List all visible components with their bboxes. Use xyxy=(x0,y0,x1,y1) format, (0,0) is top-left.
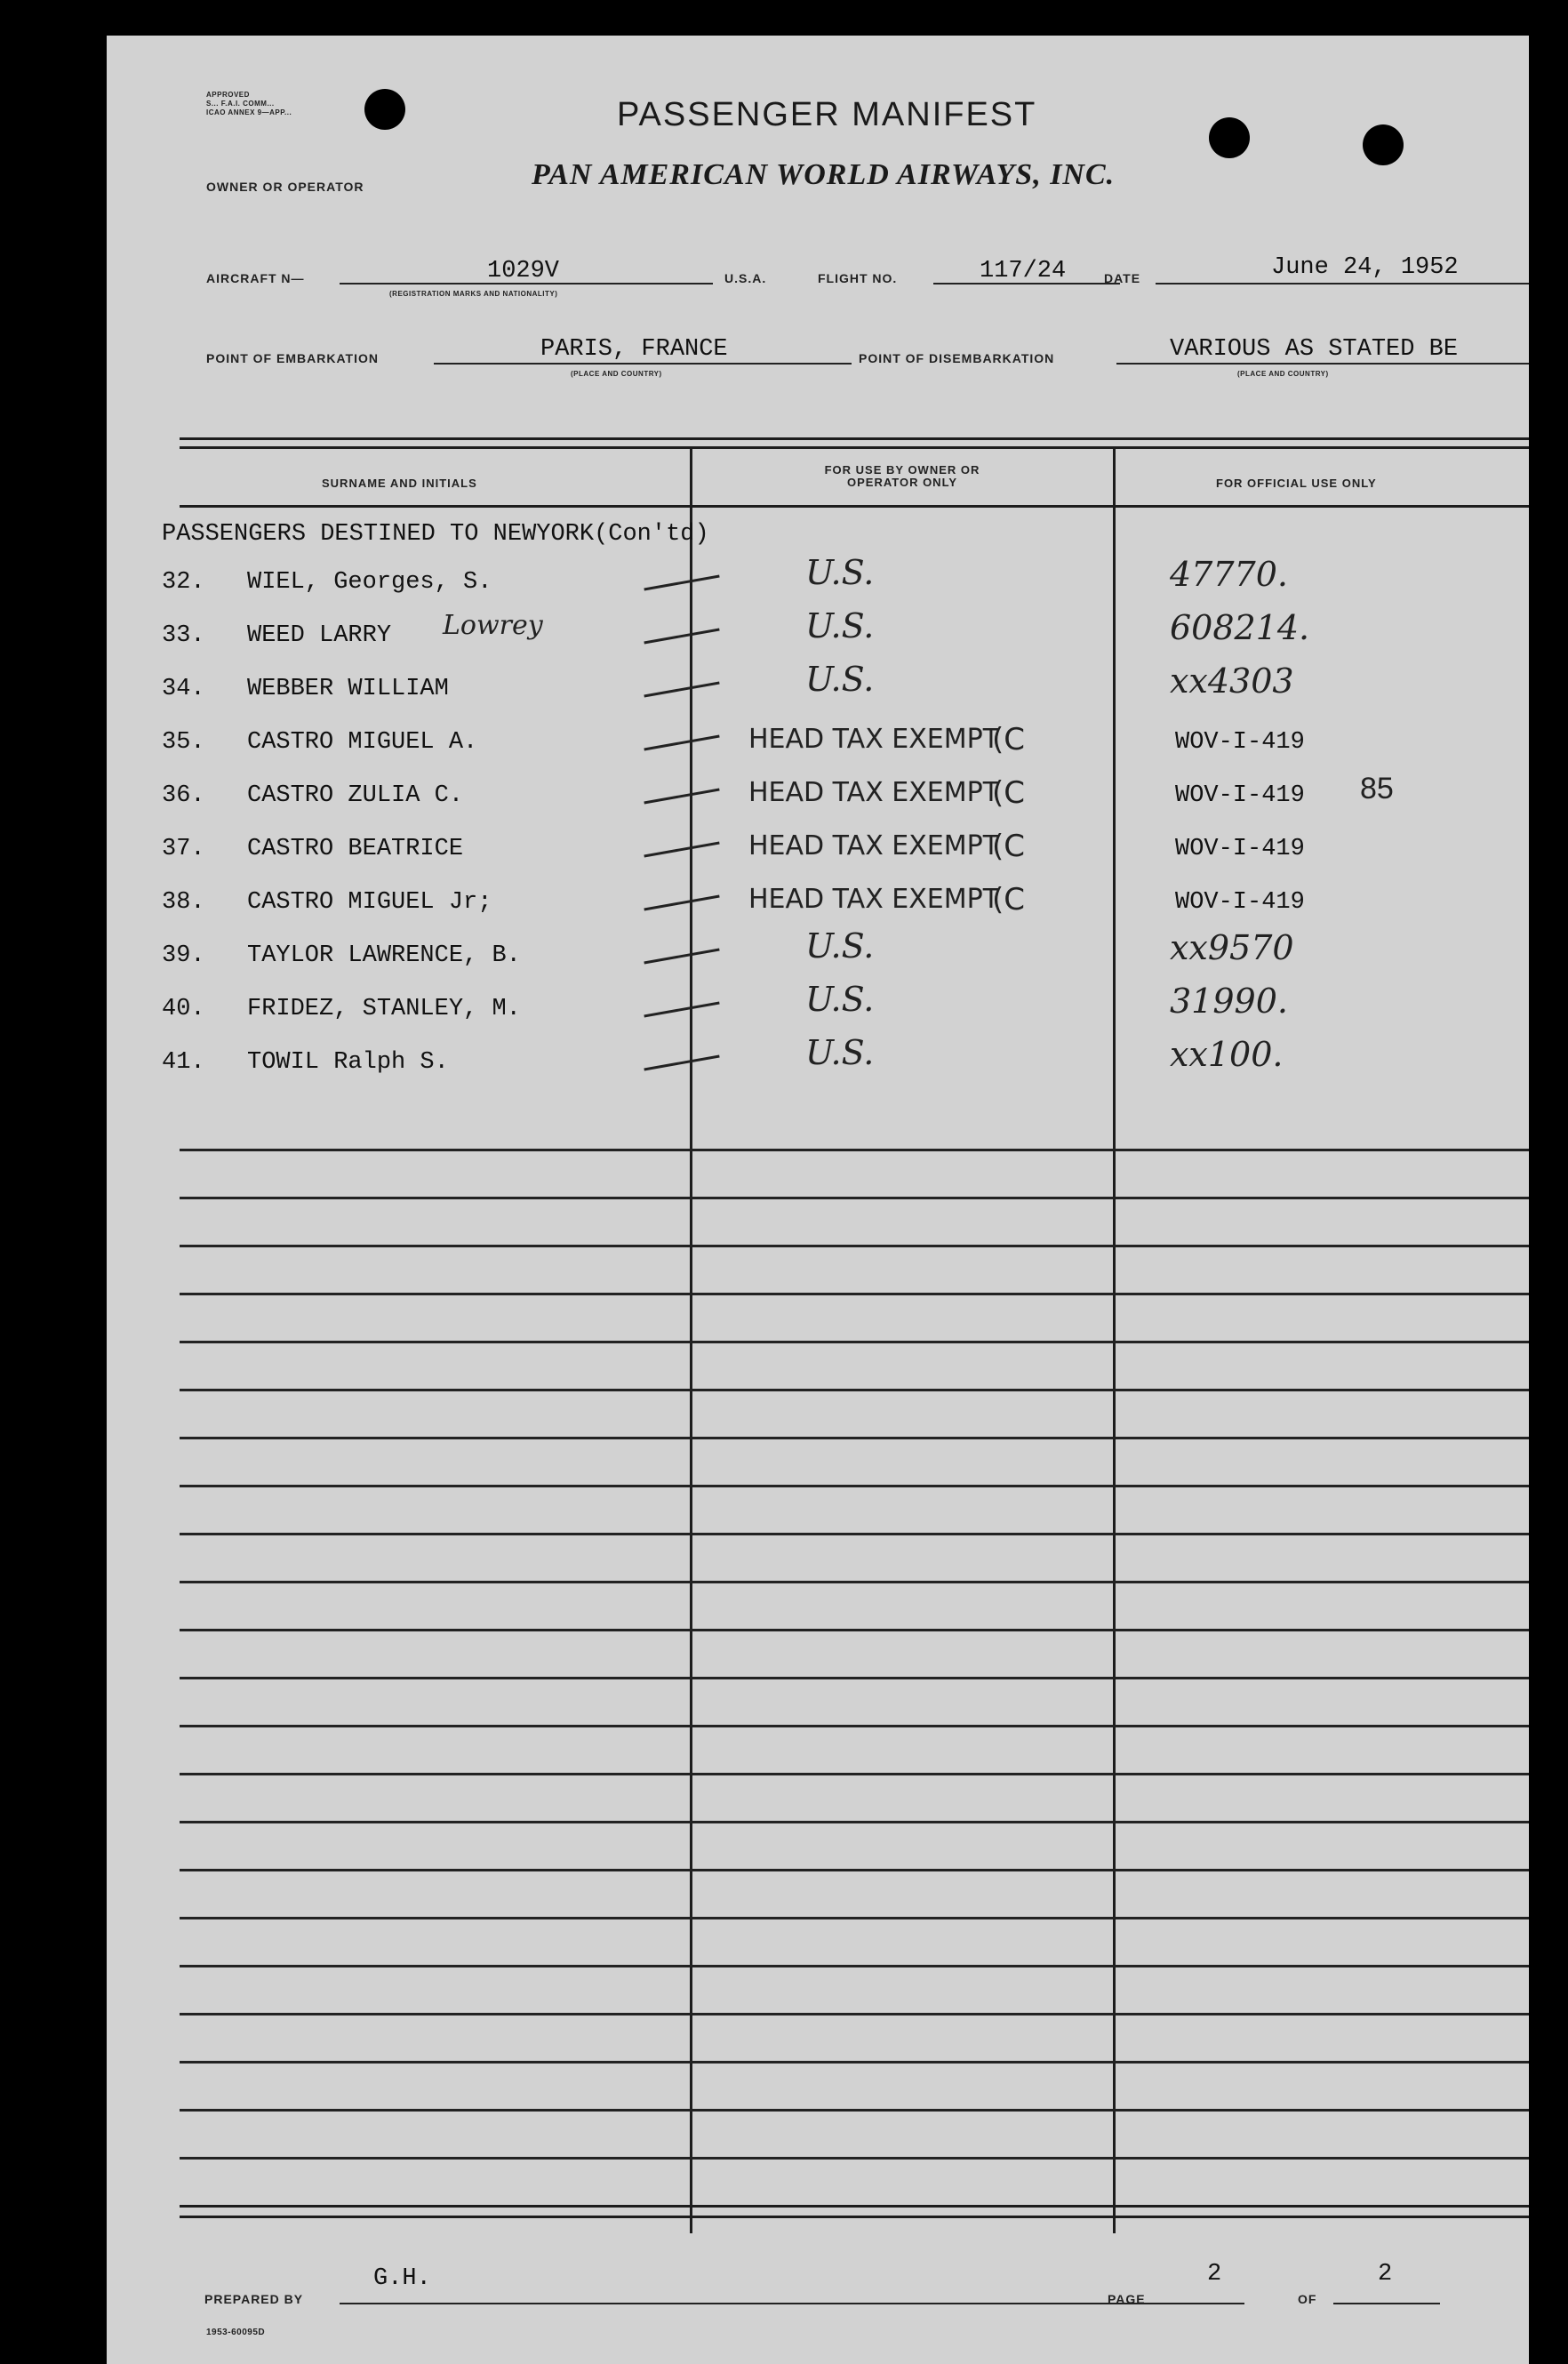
page-label: PAGE xyxy=(1108,2292,1146,2306)
row-number: 41. xyxy=(162,1049,205,1076)
passenger-name: CASTRO ZULIA C. xyxy=(247,782,464,809)
ruled-line xyxy=(180,1389,1529,1391)
stamp-c-mark: (C xyxy=(992,829,1026,864)
disembarkation-underline xyxy=(1116,363,1529,365)
ruled-line xyxy=(180,1485,1529,1487)
of-value: 2 xyxy=(1378,2261,1393,2288)
owner-use-entry: U.S. xyxy=(805,1033,875,1072)
table-top-rule-2 xyxy=(180,446,1529,449)
embarkation-caption: (PLACE AND COUNTRY) xyxy=(571,370,662,378)
ruled-line xyxy=(180,1821,1529,1823)
embarkation-label: POINT OF EMBARKATION xyxy=(206,351,379,365)
stamp-c-mark: (C xyxy=(992,882,1026,918)
table-top-rule xyxy=(180,437,1529,440)
check-mark xyxy=(644,789,719,805)
passenger-name: TAYLOR LAWRENCE, B. xyxy=(247,942,521,969)
section-heading: PASSENGERS DESTINED TO NEWYORK(Con'td) xyxy=(162,521,709,548)
ruled-line xyxy=(180,1629,1529,1631)
check-mark xyxy=(644,735,719,751)
embarkation-value: PARIS, FRANCE xyxy=(540,336,728,363)
row-number: 38. xyxy=(162,889,205,916)
official-use-entry: 31990. xyxy=(1170,982,1288,1021)
ruled-line xyxy=(180,2013,1529,2015)
owner-label: OWNER OR OPERATOR xyxy=(206,180,364,194)
passenger-name: CASTRO MIGUEL Jr; xyxy=(247,889,492,916)
stamp-c-mark: (C xyxy=(992,775,1026,811)
registration-caption: (REGISTRATION MARKS AND NATIONALITY) xyxy=(389,290,558,298)
ruled-line xyxy=(180,1917,1529,1919)
owner-use-entry: U.S. xyxy=(805,980,875,1019)
check-mark xyxy=(644,1002,719,1018)
row-number: 36. xyxy=(162,782,205,809)
passenger-name: TOWIL Ralph S. xyxy=(247,1049,449,1076)
date-value: June 24, 1952 xyxy=(1271,254,1459,281)
owner-use-entry: U.S. xyxy=(805,660,875,699)
aircraft-value: 1029V xyxy=(487,258,560,284)
owner-use-entry: U.S. xyxy=(805,606,875,645)
passenger-name: FRIDEZ, STANLEY, M. xyxy=(247,996,521,1022)
usa-label: U.S.A. xyxy=(724,271,767,285)
official-use-entry: 47770. xyxy=(1170,555,1288,594)
row-number: 35. xyxy=(162,729,205,756)
stamp-c-mark: (C xyxy=(992,722,1026,757)
ruled-line xyxy=(180,1341,1529,1343)
check-mark xyxy=(644,1055,719,1071)
prepared-by-value: G.H. xyxy=(373,2265,431,2292)
owner-use-entry: HEAD TAX EXEMPT xyxy=(748,724,1000,755)
check-mark xyxy=(644,842,719,858)
official-use-entry: WOV-I-419 xyxy=(1175,729,1305,756)
ruled-line xyxy=(180,1149,1529,1151)
page-value: 2 xyxy=(1207,2261,1222,2288)
disembarkation-caption: (PLACE AND COUNTRY) xyxy=(1237,370,1329,378)
ruled-line xyxy=(180,1533,1529,1535)
flight-value: 117/24 xyxy=(980,258,1067,284)
prepared-by-label: PREPARED BY xyxy=(204,2292,304,2306)
margin-note: 85 xyxy=(1360,772,1394,805)
passenger-name: WIEL, Georges, S. xyxy=(247,569,492,596)
flight-label: FLIGHT NO. xyxy=(818,271,898,285)
of-label: OF xyxy=(1298,2292,1317,2306)
official-use-entry: WOV-I-419 xyxy=(1175,782,1305,809)
approval-line-1: APPROVED xyxy=(206,91,250,99)
page-title: PASSENGER MANIFEST xyxy=(617,96,1037,133)
row-number: 39. xyxy=(162,942,205,969)
manifest-sheet xyxy=(107,36,1529,2364)
ruled-line xyxy=(180,1869,1529,1871)
check-mark xyxy=(644,895,719,911)
owner-use-entry: HEAD TAX EXEMPT xyxy=(748,884,1000,915)
owner-use-column-header: FOR USE BY OWNER OR OPERATOR ONLY xyxy=(824,463,980,489)
ruled-line xyxy=(180,2157,1529,2160)
page-underline xyxy=(1156,2303,1244,2304)
passenger-name: WEBBER WILLIAM xyxy=(247,676,449,702)
ruled-line xyxy=(180,1293,1529,1295)
owner-use-entry: HEAD TAX EXEMPT xyxy=(748,777,1000,808)
ruled-line xyxy=(180,1965,1529,1967)
row-number: 37. xyxy=(162,836,205,862)
official-use-entry: xx4303 xyxy=(1170,661,1294,701)
official-use-entry: WOV-I-419 xyxy=(1175,836,1305,862)
surname-column-header: SURNAME AND INITIALS xyxy=(322,477,477,490)
table-bottom-rule-2 xyxy=(180,2216,1529,2218)
row-number: 40. xyxy=(162,996,205,1022)
disembarkation-label: POINT OF DISEMBARKATION xyxy=(859,351,1055,365)
disembarkation-value: VARIOUS AS STATED BE xyxy=(1170,336,1459,363)
ruled-line xyxy=(180,1677,1529,1679)
ruled-line xyxy=(180,1581,1529,1583)
check-mark xyxy=(644,949,719,965)
owner-use-entry: U.S. xyxy=(805,926,875,966)
embarkation-underline xyxy=(434,363,852,365)
punch-hole xyxy=(1209,117,1250,158)
row-number: 34. xyxy=(162,676,205,702)
official-use-entry: xx100. xyxy=(1170,1035,1284,1074)
owner-use-entry: U.S. xyxy=(805,553,875,592)
date-underline xyxy=(1156,283,1529,284)
ruled-line xyxy=(180,1773,1529,1775)
name-annotation: Lowrey xyxy=(443,610,543,641)
date-label: DATE xyxy=(1104,271,1141,285)
ruled-line xyxy=(180,1197,1529,1199)
check-mark xyxy=(644,682,719,698)
ruled-line xyxy=(180,2061,1529,2063)
table-bottom-rule xyxy=(180,2205,1529,2208)
form-number: 1953-60095D xyxy=(206,2328,266,2337)
punch-hole xyxy=(1363,124,1404,165)
row-number: 33. xyxy=(162,622,205,649)
check-mark xyxy=(644,629,719,645)
aircraft-label: AIRCRAFT N— xyxy=(206,271,305,285)
of-underline xyxy=(1333,2303,1440,2304)
official-use-column-header: FOR OFFICIAL USE ONLY xyxy=(1216,477,1377,490)
owner-use-entry: HEAD TAX EXEMPT xyxy=(748,830,1000,861)
ruled-line xyxy=(180,2109,1529,2112)
prepared-by-underline xyxy=(340,2303,1193,2304)
ruled-line xyxy=(180,1245,1529,1247)
passenger-name: CASTRO BEATRICE xyxy=(247,836,464,862)
ruled-line xyxy=(180,1725,1529,1727)
official-use-entry: 608214. xyxy=(1170,608,1310,647)
owner-value: PAN AMERICAN WORLD AIRWAYS, INC. xyxy=(532,158,1116,191)
official-use-entry: WOV-I-419 xyxy=(1175,889,1305,916)
check-mark xyxy=(644,575,719,591)
passenger-name: CASTRO MIGUEL A. xyxy=(247,729,478,756)
passenger-name: WEED LARRY xyxy=(247,622,392,649)
punch-hole xyxy=(364,89,405,130)
official-use-entry: xx9570 xyxy=(1170,928,1294,967)
row-number: 32. xyxy=(162,569,205,596)
table-header-rule xyxy=(180,505,1529,508)
approval-line-3: ICAO ANNEX 9—APP... xyxy=(206,108,292,116)
approval-line-2: S... F.A.I. COMM... xyxy=(206,100,275,108)
ruled-line xyxy=(180,1437,1529,1439)
